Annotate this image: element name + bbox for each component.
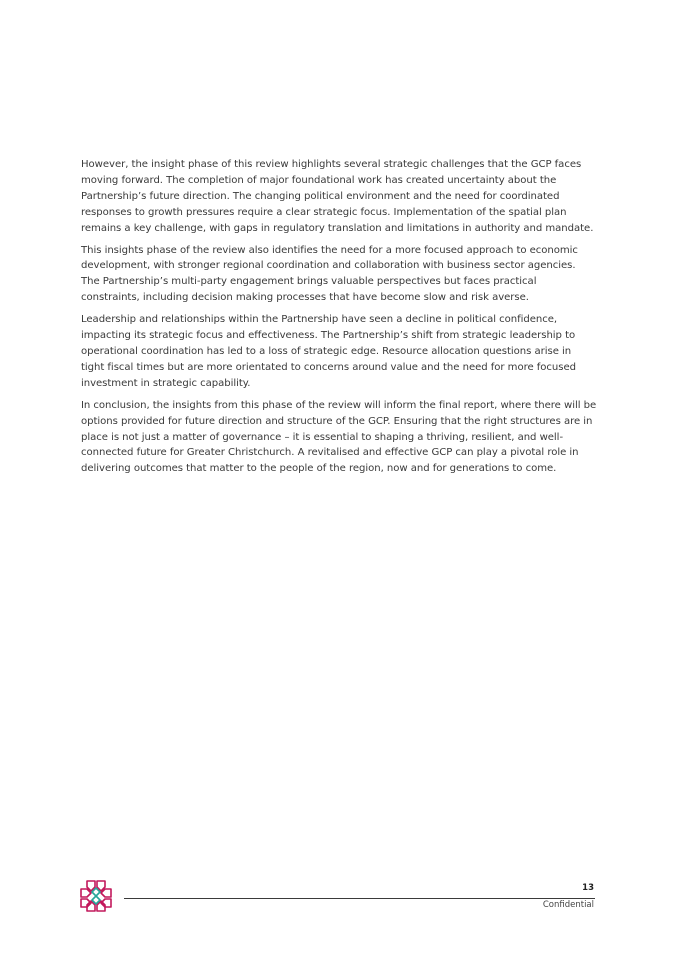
paragraph-strategic-challenges: However, the insight phase of this review highlights several strategic challenges that the GCP faces moving forward. The completion of major foundational work has created uncertainty about the Partnership’s future direction. The changing political environment and the need for coordinated responses to growth pressures require a clear strategic focus. Implementation of the spatial plan remains a key challenge, with gaps in regulatory translation and limitations in authority and mandate. bbox=[81, 159, 594, 234]
paragraph-leadership-relationships: Leadership and relationships within the Partnership have seen a decline in political confidence, impacting its strategic focus and effectiveness. The Partnership’s shift from strategic leadership to operational coordination has led to a loss of strategic edge. Resource allocation questions arise in tight fiscal times but are more orientated to concerns around value and the need for more focused investment in strategic capability. bbox=[81, 314, 576, 389]
paragraph-economic-development: This insights phase of the review also identifies the need for a more focused approach to economic development, with stronger regional coordination and collaboration with business sector agencies. The Partnership’s multi-party engagement brings valuable perspectives but faces practical constraints, including decision making processes that have become slow and risk averse. bbox=[81, 244, 578, 304]
page-number: 13 bbox=[582, 883, 594, 893]
page-footer bbox=[78, 878, 598, 918]
paragraph-conclusion: In conclusion, the insights from this phase of the review will inform the final report, where there will be options provided for future direction and structure of the GCP. Ensuring that the right structures are in place is not just a matter of governance – it is essential to shaping a thriving, resilient, and well-connected future for Greater Christchurch. A revitalised and effective GCP can play a pivotal role in delivering outcomes that matter to the people of the region, now and for generations to come. bbox=[81, 399, 597, 475]
interlocking-squares-logo-icon bbox=[78, 878, 114, 914]
document-body bbox=[81, 157, 597, 483]
footer-divider bbox=[124, 898, 595, 899]
confidential-label: Confidential bbox=[542, 900, 594, 910]
